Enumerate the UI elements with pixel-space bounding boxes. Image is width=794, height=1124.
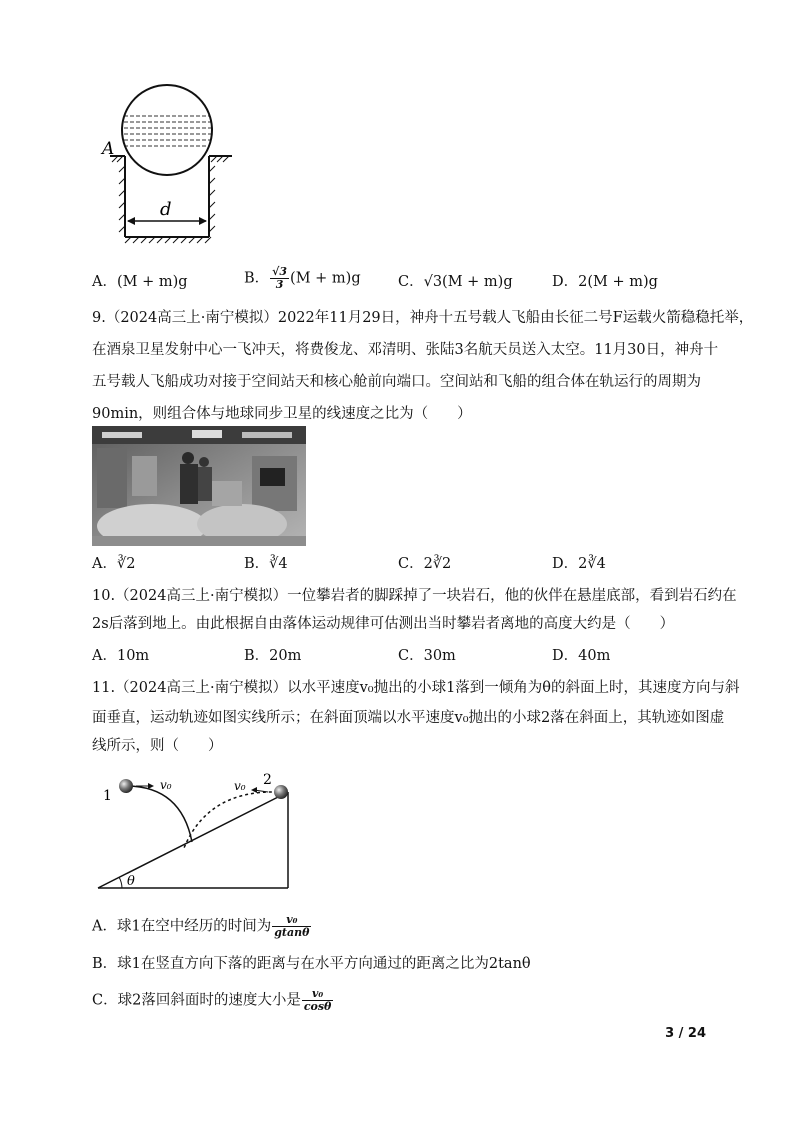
q8-option-a: A．(M + m)g bbox=[92, 274, 188, 290]
q9-option-c: C．2∛2 bbox=[398, 556, 452, 572]
v0-left-label: v₀ bbox=[160, 778, 172, 792]
q9-option-d: D．2∛4 bbox=[552, 556, 606, 572]
q11-line-3: 线所示，则（ ） bbox=[92, 738, 223, 754]
label-A: A bbox=[102, 139, 115, 159]
q10-option-d: D．40m bbox=[552, 648, 611, 664]
q9-line-2: 在酒泉卫星发射中心一飞冲天，将费俊龙、邓清明、张陆3名航天员送入太空。11月30日，神舟十 bbox=[92, 342, 719, 358]
q8-option-b-fraction bbox=[270, 266, 289, 291]
q11-option-c bbox=[92, 988, 334, 1013]
theta-label: θ bbox=[127, 874, 135, 889]
incline-projectile-figure bbox=[96, 768, 296, 892]
q11-line-2: 面垂直，运动轨迹如图实线所示；在斜面顶端以水平速度v₀抛出的小球2落在斜面上，其轨迹如图虚 bbox=[92, 710, 725, 726]
q9-option-a: A．∛2 bbox=[92, 556, 136, 572]
q11-option-c-text: C．球2落回斜面时的速度大小是 bbox=[92, 992, 301, 1009]
fraction-numerator: √3 bbox=[272, 265, 288, 278]
ball-2 bbox=[274, 785, 288, 799]
q11-option-a bbox=[92, 914, 312, 939]
q8-option-b bbox=[244, 266, 361, 291]
q9-line-4: 90min，则组合体与地球同步卫星的线速度之比为（ ） bbox=[92, 406, 472, 422]
fraction-numerator: v₀ bbox=[272, 914, 311, 927]
q10-option-b: B．20m bbox=[244, 648, 302, 664]
q8-option-b-suffix: (M + m)g bbox=[290, 270, 361, 287]
q10-line-1: 10.（2024高三上·南宁模拟）一位攀岩者的脚踩掉了一块岩石，他的伙伴在悬崖底部，看到岩石约在 bbox=[92, 588, 737, 604]
q11-option-b: B．球1在竖直方向下落的距离与在水平方向通过的距离之比为2tanθ bbox=[92, 956, 531, 972]
ball-1-label: 1 bbox=[103, 788, 112, 804]
page-number: 3 / 24 bbox=[665, 1026, 706, 1041]
q8-option-c: C．√3(M + m)g bbox=[398, 274, 513, 290]
q8-option-b-prefix: B． bbox=[244, 270, 270, 287]
fraction-denominator: cosθ bbox=[303, 1000, 332, 1013]
v0-right-label: v₀ bbox=[234, 779, 246, 793]
label-d: d bbox=[160, 199, 172, 220]
q9-line-1: 9.（2024高三上·南宁模拟）2022年11月29日，神舟十五号载人飞船由长征二号F运载火箭稳稳托举， bbox=[92, 310, 754, 326]
q11-line-1: 11.（2024高三上·南宁模拟）以水平速度v₀抛出的小球1落到一倾角为θ的斜面上时，其速度方向与斜 bbox=[92, 680, 740, 696]
q11-option-a-text: A．球1在空中经历的时间为 bbox=[92, 918, 272, 935]
q11-option-a-fraction bbox=[272, 914, 311, 939]
q8-option-d: D．2(M + m)g bbox=[552, 274, 658, 290]
space-station-photo bbox=[92, 426, 306, 546]
q9-option-b: B．∛4 bbox=[244, 556, 288, 572]
q10-line-2: 2s后落到地上。由此根据自由落体运动规律可估测出当时攀岩者离地的高度大约是（ ） bbox=[92, 616, 675, 632]
sphere-in-groove-figure bbox=[98, 82, 238, 252]
ball-2-label: 2 bbox=[263, 772, 272, 788]
ball-1 bbox=[119, 779, 133, 793]
fraction-denominator: gtanθ bbox=[274, 926, 310, 939]
fraction-numerator: v₀ bbox=[302, 988, 334, 1001]
q10-option-a: A．10m bbox=[92, 648, 150, 664]
q9-line-3: 五号载人飞船成功对接于空间站天和核心舱前向端口。空间站和飞船的组合体在轨运行的周期为 bbox=[92, 374, 701, 390]
q11-option-c-fraction bbox=[302, 988, 334, 1013]
fraction-denominator: 3 bbox=[275, 278, 284, 291]
q10-option-c: C．30m bbox=[398, 648, 456, 664]
